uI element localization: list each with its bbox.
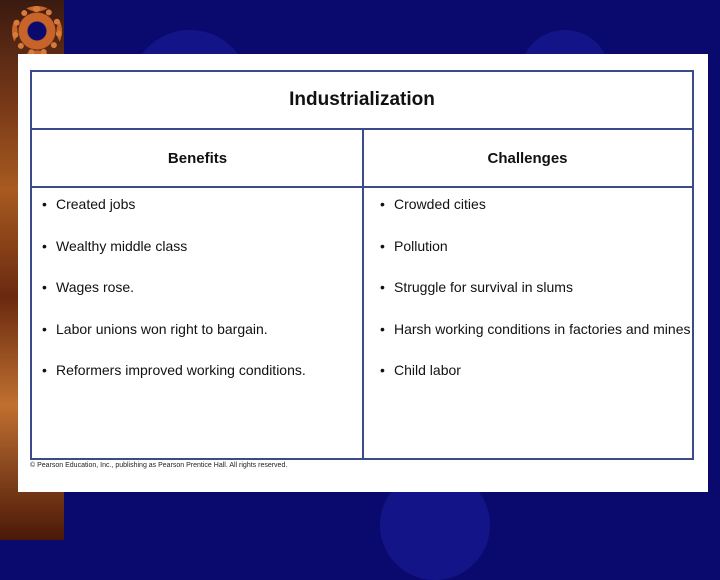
list-item: • Child labor [380,362,461,378]
column-header-benefits: Benefits [167,149,228,167]
column-header-challenges: Challenges [487,149,568,167]
column-divider [362,130,364,458]
comparison-table [30,70,694,460]
list-item: • Wealthy middle class [42,237,188,254]
slide-content [18,54,708,492]
gear-icon [12,6,62,56]
challenges-list [380,196,690,404]
table-title: Industrialization [32,72,692,130]
list-item: • Reformers improved working conditions. [42,362,306,378]
list-item: • Pollution [380,237,448,254]
benefits-list [42,196,306,404]
list-item: • Harsh working conditions in factories and mines [380,320,691,337]
list-item: • Created jobs [42,196,136,212]
list-item: • Struggle for survival in slums [380,279,573,295]
list-item: • Wages rose. [42,279,135,295]
copyright-notice: © Pearson Education, Inc., publishing as Pearson Prentice Hall. All rights reserved. [30,462,288,469]
list-item: • Crowded cities [380,196,486,212]
list-item: • Labor unions won right to bargain. [42,320,268,337]
